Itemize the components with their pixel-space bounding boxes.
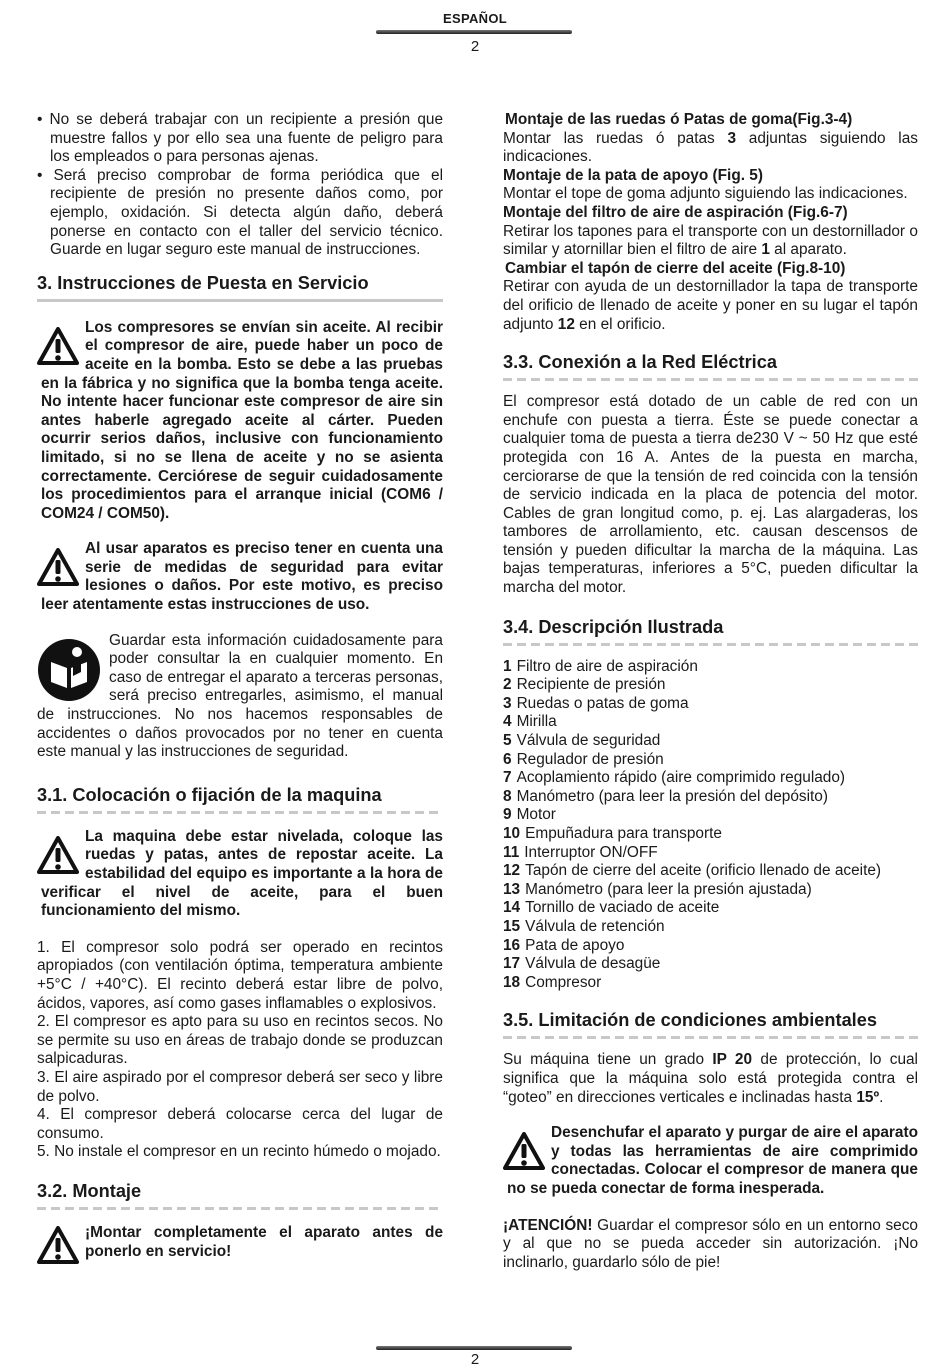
manual-note (37, 632, 443, 762)
bullet-item: • No se deberá trabajar con un recipiente a presión que muestre fallos y por ello sea una fuente de peligro para los empleados o para personas ajenas. (37, 111, 443, 166)
part-number: 17 (503, 955, 521, 973)
part-number: 13 (503, 880, 521, 898)
part-item (503, 937, 918, 956)
warning-icon (37, 836, 79, 874)
list-item: 3. El aire aspirado por el compresor deberá ser seco y libre de polvo. (37, 1068, 443, 1105)
part-number: 10 (503, 825, 521, 842)
paragraph: Montar las ruedas ó patas 3 adjuntas siguiendo las indicaciones. (503, 129, 918, 166)
part-number: 18 (503, 973, 521, 991)
part-item (503, 974, 918, 993)
placement-list (37, 939, 443, 1162)
part-item (503, 881, 918, 900)
subheading: Cambiar el tapón de cierre del aceite (Fig.8-10) (505, 259, 846, 277)
part-label: Tapón de cierre del aceite (orificio llenado de aceite) (525, 862, 882, 880)
warning-text: La maquina debe estar nivelada, coloque las ruedas y patas, antes de repostar aceite. La estabilidad del equipo es importante a la hora de verificar el nivel de aceite, para el buen funcionamiento del mismo. (41, 827, 443, 920)
part-label: Manómetro (para leer la presión ajustada) (525, 880, 812, 898)
part-label: Válvula de retención (525, 917, 665, 935)
warning-block (37, 828, 443, 921)
list-item: 4. El compresor deberá colocarse cerca del lugar de consumo. (37, 1106, 443, 1142)
part-label: Tornillo de vaciado de aceite (525, 899, 720, 917)
part-number: 4 (503, 713, 512, 731)
part-label: Regulador de presión (516, 750, 664, 768)
parts-list (503, 658, 918, 993)
subheading: Montaje de las ruedas ó Patas de goma(Fig.3-4) (505, 111, 853, 128)
page-language: ESPAÑOL (443, 11, 507, 26)
section-title: 3. Instrucciones de Puesta en Servicio (37, 272, 443, 302)
part-item (503, 658, 918, 677)
part-label: Interruptor ON/OFF (524, 843, 658, 861)
part-label: Válvula de desagüe (525, 955, 661, 973)
warning-block (37, 1224, 443, 1261)
page-number-bottom: 2 (470, 1351, 480, 1368)
part-label: Empuñadura para transporte (525, 825, 722, 842)
part-item (503, 844, 918, 863)
attention-note: ¡ATENCIÓN! Guardar el compresor sólo en un entorno seco y al que no se pueda acceder sin autorización. ¡No inclinarlo, guardarlo sólo de pie! (503, 1216, 918, 1271)
part-number: 6 (503, 750, 512, 768)
part-label: Mirilla (516, 713, 557, 731)
warning-text: Los compresores se envían sin aceite. Al recibir el compresor de aire, puede haber un poco de aceite en la bomba. Esto se debe a las pruebas en la fábrica y no significa que la bomba tenga aceite. No intente hacer funcionar este compresor de aire sin antes haberle agregado aceite al cárter. Pueden ocurrir serios daños, inclusive con funcionamiento limitado, si no se llena de aceite y no se asienta correctamente. Cerciórese de seguir cuidadosamente los procedimientos para el arranque inicial (COM6 / COM24 / COM50). (41, 318, 443, 522)
part-item (503, 769, 918, 788)
part-item (503, 732, 918, 751)
header-divider (376, 30, 572, 34)
paragraph: Montar el tope de goma adjunto siguiendo las indicaciones. (503, 185, 908, 203)
part-number: 3 (503, 694, 512, 712)
paragraph: Su máquina tiene un grado IP 20 de protección, lo cual significa que la máquina solo está protegida contra el “goteo” en direcciones verticales e inclinadas hasta 15º. (503, 1051, 918, 1106)
part-item (503, 862, 918, 881)
list-item: 5. No instale el compresor en un recinto húmedo o mojado. (37, 1143, 441, 1161)
bullet-item: • Será preciso comprobar de forma periódica que el recipiente de presión no presente daños como, por ejemplo, oxidación. Si detecta algún daño, deberá ponerse en contacto con el taller del servicio técnico. Guarde en lugar seguro este manual de instrucciones. (37, 166, 443, 259)
warning-icon (37, 548, 79, 586)
part-label: Manómetro (para leer la presión del depósito) (516, 787, 828, 805)
part-item (503, 695, 918, 714)
warning-block (37, 319, 443, 524)
part-number: 5 (503, 732, 512, 750)
part-label: Ruedas o patas de goma (516, 694, 689, 712)
part-label: Pata de apoyo (525, 936, 625, 954)
read-manual-icon (37, 638, 101, 702)
list-item: 2. El compresor es apto para su uso en recintos secos. No se permite su uso en áreas de trabajo donde se produzcan salpicaduras. (37, 1013, 443, 1068)
part-item (503, 825, 918, 844)
section-title: 3.1. Colocación o fijación de la maquina (37, 784, 443, 814)
part-label: Compresor (525, 973, 602, 991)
part-number: 2 (503, 676, 512, 694)
warning-icon (37, 327, 79, 365)
paragraph: El compresor está dotado de un cable de red con un enchufe con puesta a tierra. Éste se puede conectar a cualquier toma de puesta a tierra de230 V ~ 50 Hz que esté protegida con 16 A. Antes de la puesta en marcha, cerciorarse de que la tensión de red coincida con la tensión de servicio indicada en la placa de potencia del motor. Cables de gran longitud como, p. ej. Las alargaderas, los tambores de arrollamiento, etc. causan descensos de tensión y pueden dificultar la marcha de la máquina. Las bajas temperaturas, inferiores a 5°C, pueden dificultar la marcha del motor. (503, 393, 918, 597)
part-item (503, 713, 918, 732)
part-label: Acoplamiento rápido (aire comprimido regulado) (516, 769, 846, 787)
part-item (503, 918, 918, 937)
part-item (503, 806, 918, 825)
warning-icon (37, 1226, 79, 1264)
part-item (503, 788, 918, 807)
left-column (37, 111, 443, 1264)
part-number: 1 (503, 657, 512, 675)
part-label: Motor (516, 806, 556, 824)
part-number: 11 (503, 843, 520, 861)
part-number: 16 (503, 936, 521, 954)
section-title: 3.3. Conexión a la Red Eléctrica (503, 351, 918, 381)
paragraph: Retirar los tapones para el transporte con un destornillador o similar y atornillar bien el filtro de aire 1 al aparato. (503, 222, 918, 259)
subheading: Montaje del filtro de aire de aspiración (Fig.6-7) (503, 203, 848, 221)
part-item (503, 955, 918, 974)
warning-text: Desenchufar el aparato y purgar de aire el aparato y todas las herramientas de aire comprimido conectadas. Colocar el compresor de manera que no se pueda conectar de forma inesperada. (507, 1124, 918, 1197)
subheading: Montaje de la pata de apoyo (Fig. 5) (503, 166, 763, 184)
part-label: Filtro de aire de aspiración (516, 657, 698, 675)
section-title: 3.4. Descripción Ilustrada (503, 616, 918, 646)
warning-icon (503, 1132, 545, 1170)
part-label: Válvula de seguridad (516, 732, 661, 750)
part-label: Recipiente de presión (516, 676, 666, 694)
part-number: 14 (503, 899, 521, 917)
part-number: 9 (503, 806, 512, 824)
part-number: 7 (503, 769, 512, 787)
warning-text: Al usar aparatos es preciso tener en cuenta una serie de medidas de seguridad para evitar lesiones o daños. Por este motivo, es preciso leer atentamente estas instrucciones de uso. (41, 540, 443, 614)
warning-block (503, 1124, 918, 1198)
part-number: 15 (503, 917, 521, 935)
section-title: 3.2. Montaje (37, 1180, 443, 1210)
warning-text: ¡Montar completamente el aparato antes de ponerlo en servicio! (85, 1223, 443, 1260)
footer-divider (376, 1346, 572, 1350)
part-number: 12 (503, 862, 521, 880)
right-column (503, 111, 918, 1272)
section-title: 3.5. Limitación de condiciones ambientales (503, 1009, 918, 1039)
part-item (503, 899, 918, 918)
list-item: 1. El compresor solo podrá ser operado en recintos apropiados (con ventilación óptima, temperatura ambiente +5°C / +40°C). El recinto deberá estar libre de polvo, ácidos, vapores, así como gases inflamables o explosivos. (37, 938, 443, 1012)
page-number-top: 2 (470, 38, 480, 55)
part-item (503, 676, 918, 695)
manual-text: Guardar esta información cuidadosamente para poder consultar la en cualquier momento. En caso de entregar el aparato a terceras personas, será preciso entregarles, asimismo, el manual de instrucciones. No nos hacemos responsables de accidentes o daños provocados por no tener en cuenta este manual y las instrucciones de seguridad. (37, 631, 443, 761)
warning-block (37, 540, 443, 614)
paragraph: Retirar con ayuda de un destornillador la tapa de transporte del orificio de llenado de aceite y poner en su lugar el tapón adjunto 12 en el orificio. (503, 278, 918, 333)
part-item (503, 751, 918, 770)
part-number: 8 (503, 787, 512, 805)
